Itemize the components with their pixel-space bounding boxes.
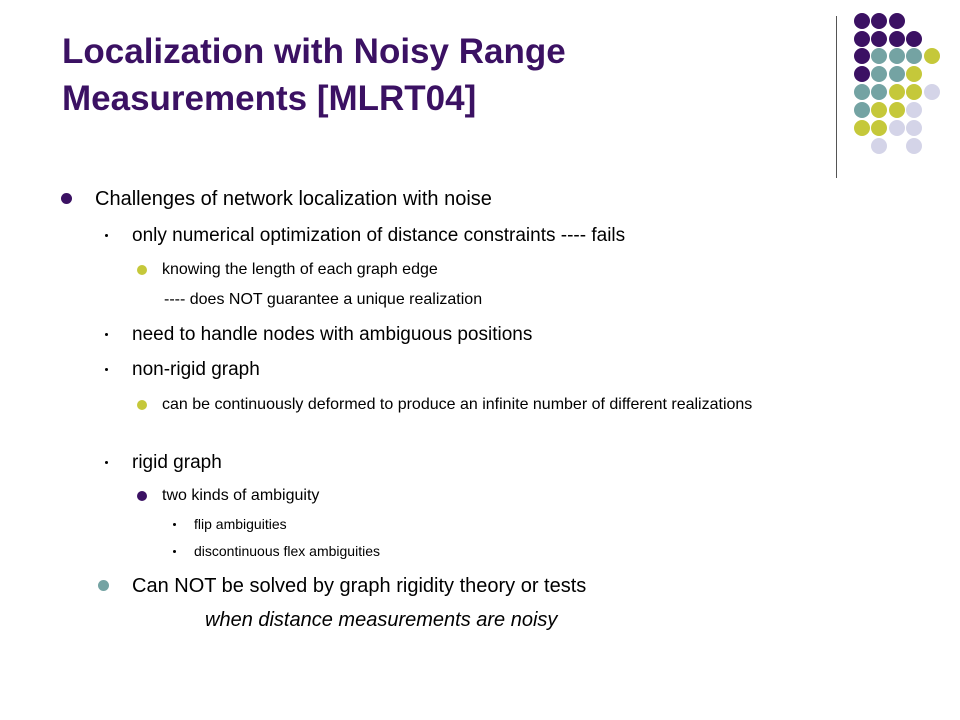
dot-olive — [906, 84, 922, 100]
bullet-item — [61, 186, 821, 212]
dot-olive — [906, 66, 922, 82]
dot-purple — [871, 31, 887, 47]
dot-lavender — [889, 120, 905, 136]
bullet-text: discontinuous flex ambiguities — [194, 543, 380, 559]
bullet-text: can be continuously deformed to produce an infinite number of different realizations — [162, 396, 753, 413]
bullet-text: two kinds of ambiguity — [162, 487, 320, 504]
dot-lavender — [924, 84, 940, 100]
dot-olive — [889, 84, 905, 100]
dot-purple — [906, 31, 922, 47]
dot-purple — [854, 48, 870, 64]
bullet-text: Challenges of network localization with noise — [95, 188, 492, 210]
bullet-text: knowing the length of each graph edge — [162, 261, 438, 278]
dot-teal — [889, 66, 905, 82]
dot-olive — [854, 120, 870, 136]
bullet-continuation: when distance measurements are noisy — [205, 609, 558, 631]
bullet-icon — [98, 580, 109, 591]
dot-lavender — [906, 138, 922, 154]
dot-teal — [871, 66, 887, 82]
bullet-icon — [105, 461, 108, 464]
bullet-text: only numerical optimization of distance constraints ---- fails — [132, 225, 626, 246]
dot-lavender — [906, 120, 922, 136]
bullet-icon — [137, 491, 147, 501]
dot-teal — [854, 102, 870, 118]
decorative-divider — [836, 16, 837, 178]
dot-olive — [871, 102, 887, 118]
dot-teal — [854, 84, 870, 100]
dot-teal — [871, 48, 887, 64]
bullet-item — [98, 573, 838, 599]
dot-purple — [854, 66, 870, 82]
bullet-item — [105, 357, 835, 382]
bullet-continuation: ---- does NOT guarantee a unique realization — [164, 291, 483, 308]
bullet-icon — [61, 193, 72, 204]
dot-purple — [889, 13, 905, 29]
dot-lavender — [871, 138, 887, 154]
bullet-item — [137, 394, 837, 415]
dot-purple — [854, 13, 870, 29]
bullet-icon — [173, 550, 176, 553]
bullet-text: Can NOT be solved by graph rigidity theory or tests — [132, 575, 587, 597]
dot-teal — [906, 48, 922, 64]
bullet-item — [137, 259, 827, 280]
bullet-icon — [105, 234, 108, 237]
slide-title — [62, 28, 782, 122]
dot-purple — [889, 31, 905, 47]
bullet-text: flip ambiguities — [194, 516, 287, 532]
bullet-icon — [105, 368, 108, 371]
dot-olive — [924, 48, 940, 64]
bullet-item — [173, 515, 823, 534]
bullet-item — [105, 450, 835, 475]
bullet-item — [137, 485, 827, 506]
dot-purple — [871, 13, 887, 29]
dot-teal — [889, 48, 905, 64]
dot-olive — [889, 102, 905, 118]
bullet-text: need to handle nodes with ambiguous positions — [132, 324, 533, 345]
bullet-icon — [105, 333, 108, 336]
bullet-item — [173, 542, 823, 561]
title-line-1: Localization with Noisy Range — [62, 32, 566, 71]
title-line-2: Measurements [MLRT04] — [62, 79, 477, 118]
bullet-icon — [137, 400, 147, 410]
dot-olive — [871, 120, 887, 136]
bullet-icon — [173, 523, 176, 526]
bullet-text: rigid graph — [132, 452, 222, 473]
dot-teal — [871, 84, 887, 100]
dot-lavender — [906, 102, 922, 118]
bullet-text: non-rigid graph — [132, 359, 260, 380]
bullet-item — [105, 322, 835, 347]
dot-purple — [854, 31, 870, 47]
bullet-icon — [137, 265, 147, 275]
bullet-item — [105, 223, 835, 248]
